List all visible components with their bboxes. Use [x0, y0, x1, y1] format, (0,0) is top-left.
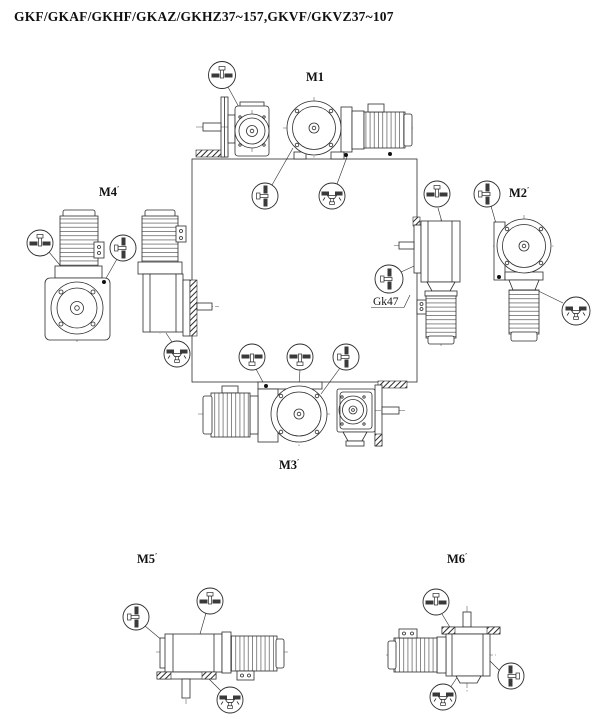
motor-m3 — [211, 393, 250, 437]
oil-plug-side-icon — [333, 344, 359, 370]
motor-m4-left — [60, 216, 98, 266]
oil-plug-side-icon — [375, 265, 403, 293]
gk47-label: Gk47 — [373, 296, 399, 308]
motor-m4-right — [142, 216, 178, 262]
label-m4: M4′ — [99, 184, 120, 199]
oil-plug-top-icon — [197, 588, 223, 614]
motor-m1 — [364, 112, 405, 148]
m6-unit-view — [386, 606, 500, 692]
label-m3: M3′ — [279, 457, 300, 472]
oil-drain-plug-icon — [217, 687, 243, 713]
m1-wall-mounted-side-view — [196, 97, 269, 157]
motor-m2-left — [426, 296, 456, 338]
motor-m5 — [231, 636, 277, 671]
label-m6: M6′ — [447, 551, 468, 566]
oil-plug-top-icon — [27, 230, 53, 256]
oil-plug-top-icon — [423, 589, 449, 615]
m4-flange-view — [45, 210, 110, 342]
oil-plug-side-icon — [498, 663, 524, 689]
oil-plug-bottom-icon — [287, 344, 313, 370]
m2-shaft-view — [394, 217, 460, 346]
m3-flange-view — [198, 382, 331, 446]
label-m5: M5′ — [137, 551, 158, 566]
label-m2: M2′ — [509, 185, 530, 200]
oil-drain-plug-icon — [430, 684, 456, 710]
oil-plug-bottom-icon — [239, 344, 265, 370]
m1-flange-view — [283, 97, 413, 159]
oil-drain-plug-icon — [319, 183, 345, 209]
oil-drain-plug-icon — [164, 341, 190, 367]
motor-m6 — [394, 638, 437, 672]
oil-drain-plug-icon — [562, 297, 590, 325]
m4-shaft-view — [138, 210, 219, 336]
m2-flange-view — [493, 215, 555, 341]
label-m1: M1 — [306, 70, 325, 84]
oil-plug-top-icon — [209, 62, 236, 89]
motor-m2-right — [509, 290, 539, 334]
oil-plug-top-icon — [424, 181, 450, 207]
m3-side-view — [337, 381, 407, 446]
oil-plug-side-icon — [252, 183, 278, 209]
gk47-note — [371, 295, 410, 308]
page-title: GKF/GKAF/GKHF/GKAZ/GKHZ37~157,GKVF/GKVZ37~107 — [14, 9, 394, 24]
oil-plug-side-icon — [123, 604, 149, 630]
oil-plug-side-icon — [474, 181, 500, 207]
oil-plug-side-icon — [110, 235, 136, 261]
